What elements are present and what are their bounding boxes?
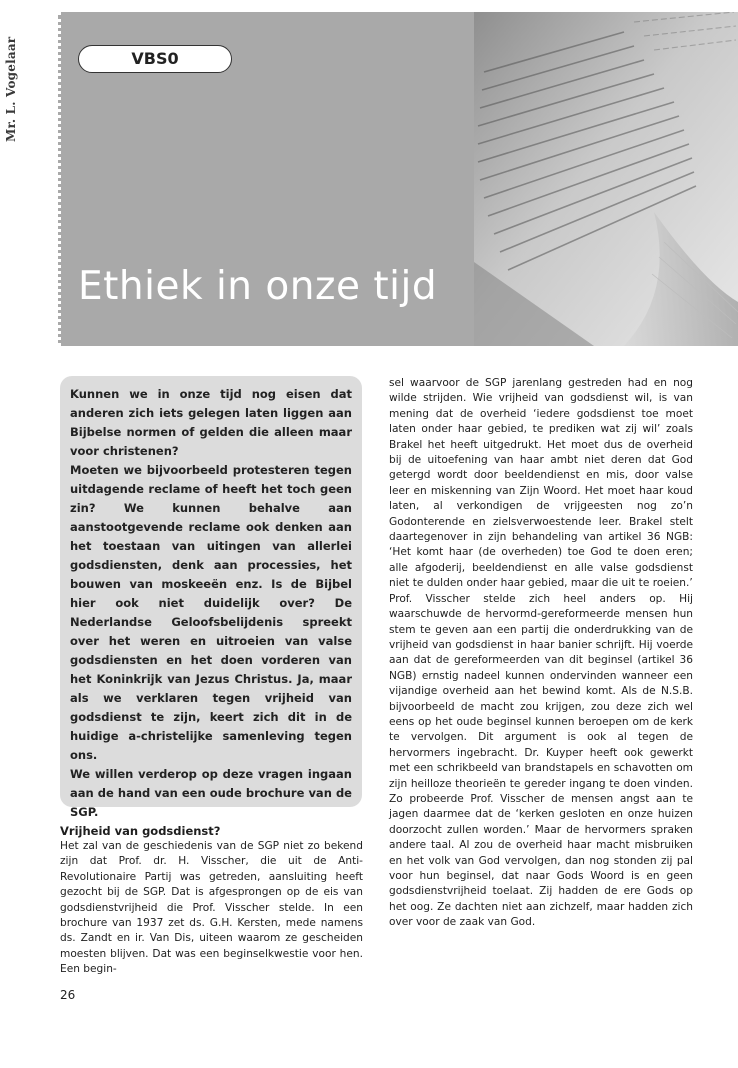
- section-badge: VBS0: [78, 45, 232, 73]
- question-text: [70, 385, 352, 822]
- right-column: [389, 376, 693, 931]
- author-name: Mr. L. Vogelaar: [4, 36, 18, 142]
- question-paragraph: Kunnen we in onze tijd nog eisen dat anderen zich iets gelegen laten liggen aan Bijbelse normen of gelden die alleen maar voor christenen?: [70, 387, 352, 458]
- body-paragraph: Prof. Visscher stelde zich heel anders op. Hij waarschuwde de hervormd-gereformeerde mensen hun stem te geven aan een partij die onderdrukking van de vrijheid van godsdienst in haar banier schrijft. Hij voerde aan dat de gereformeerden van dit beginsel (artikel 36 NGB) ernstig nadeel kunnen ondervinden wanneer een vijandige overheid aan het bewind komt. Als de N.S.B. bijvoorbeeld de macht zou krijgen, zou deze zich wel eens op het oude beginsel kunnen beroepen om de kerk te vervolgen. Dit argument is ook al tegen de hervormers ingebracht. Dr. Kuyper heeft ook gewerkt met een schrikbeeld van brandstapels en schavotten om zijn heilloze theorieën te gereder ingang te doen vinden. Zo probeerde Prof. Visscher de mensen angst aan te jagen daarmee dat de ‘kerken gesloten en onze huizen doorzocht zullen worden.’ Maar de hervormers spraken andere taal. Al zou de overheid haar macht misbruiken en het volk van God vervolgen, dan nog stonden zij pal voor hun beginsel, dat naar Gods Woord is en geen godsdienstvrijheid toelaat. Zij hadden de ere Gods op het oog. Ze dachten niet aan zichzelf, maar hadden zich over voor de zaak van God.: [389, 592, 693, 929]
- question-box: [60, 376, 362, 819]
- author-column: [0, 12, 58, 346]
- section-heading: Vrijheid van godsdienst?: [60, 824, 221, 838]
- body-paragraph: Het zal van de geschiedenis van de SGP niet zo bekend zijn dat Prof. dr. H. Visscher, die uit de Anti-Revolutionaire Partij was getreden, aansluiting heeft gezocht bij de SGP. Dat is afgesprongen op de eis van godsdienstvrijheid die Prof. Visscher stelde. In een brochure van 1937 zet ds. G.H. Kersten, mede namens ds. Zandt en ir. Van Dis, uiteen waarom ze gescheiden moesten blijven. Dat was een beginselkwestie voor hen. Een begin-: [60, 840, 363, 976]
- top-margin: [0, 0, 738, 12]
- body-paragraph: sel waarvoor de SGP jarenlang gestreden had en nog wilde strijden. Wie vrijheid van godsdienst wil, is van mening dat de overheid ‘iedere godsdienst toe moet laten onder haar gebied, te prediken wat zij wil’ zoals Brakel het heeft uitgedrukt. Het moet dus de overheid bij de uitoefening van haar ambt niet deren dat God getergd wordt door beeldendienst en mis, door valse leer en miskenning van Zijn Woord. Het moet haar koud laten, al verkondigen de vrijgeesten nog zo’n Godonterende en zielsverwoestende leer. Brakel stelt daartegenover in zijn behandeling van artikel 36 NGB: ‘Het komt haar (de overheden) toe God te doen eren; alle afgoderij, beeldendienst en alle valse godsdienst niet te dulden onder haar gebied, maar die uit te roeien.’: [389, 377, 693, 590]
- header-band: [0, 12, 738, 346]
- left-column: [60, 824, 363, 978]
- question-paragraph: Moeten we bijvoorbeeld protesteren tegen uitdagende reclame of heeft het toch geen zin? We kunnen behalve aan aanstootgevende reclame ook denken aan het toestaan van uitingen van allerlei godsdiensten, denk aan processies, het bouwen van moskeeën enz. Is de Bijbel hier ook niet duidelijk over? De Nederlandse Geloofsbelijdenis spreekt over het weren en uitroeien van valse godsdiensten en het doen vorderen van het Koninkrijk van Jezus Christus. Ja, maar als we verklaren tegen vrijheid van godsdienst te zijn, keert zich dit in de huidige a-christelijke samenleving tegen ons.: [70, 463, 352, 762]
- dotted-divider: [58, 12, 61, 346]
- page-number: 26: [60, 988, 76, 1002]
- article-title: Ethiek in onze tijd: [78, 264, 438, 309]
- question-paragraph: We willen verderop op deze vragen ingaan aan de hand van een oude brochure van de SGP.: [70, 767, 352, 819]
- open-book-photo: [474, 12, 738, 346]
